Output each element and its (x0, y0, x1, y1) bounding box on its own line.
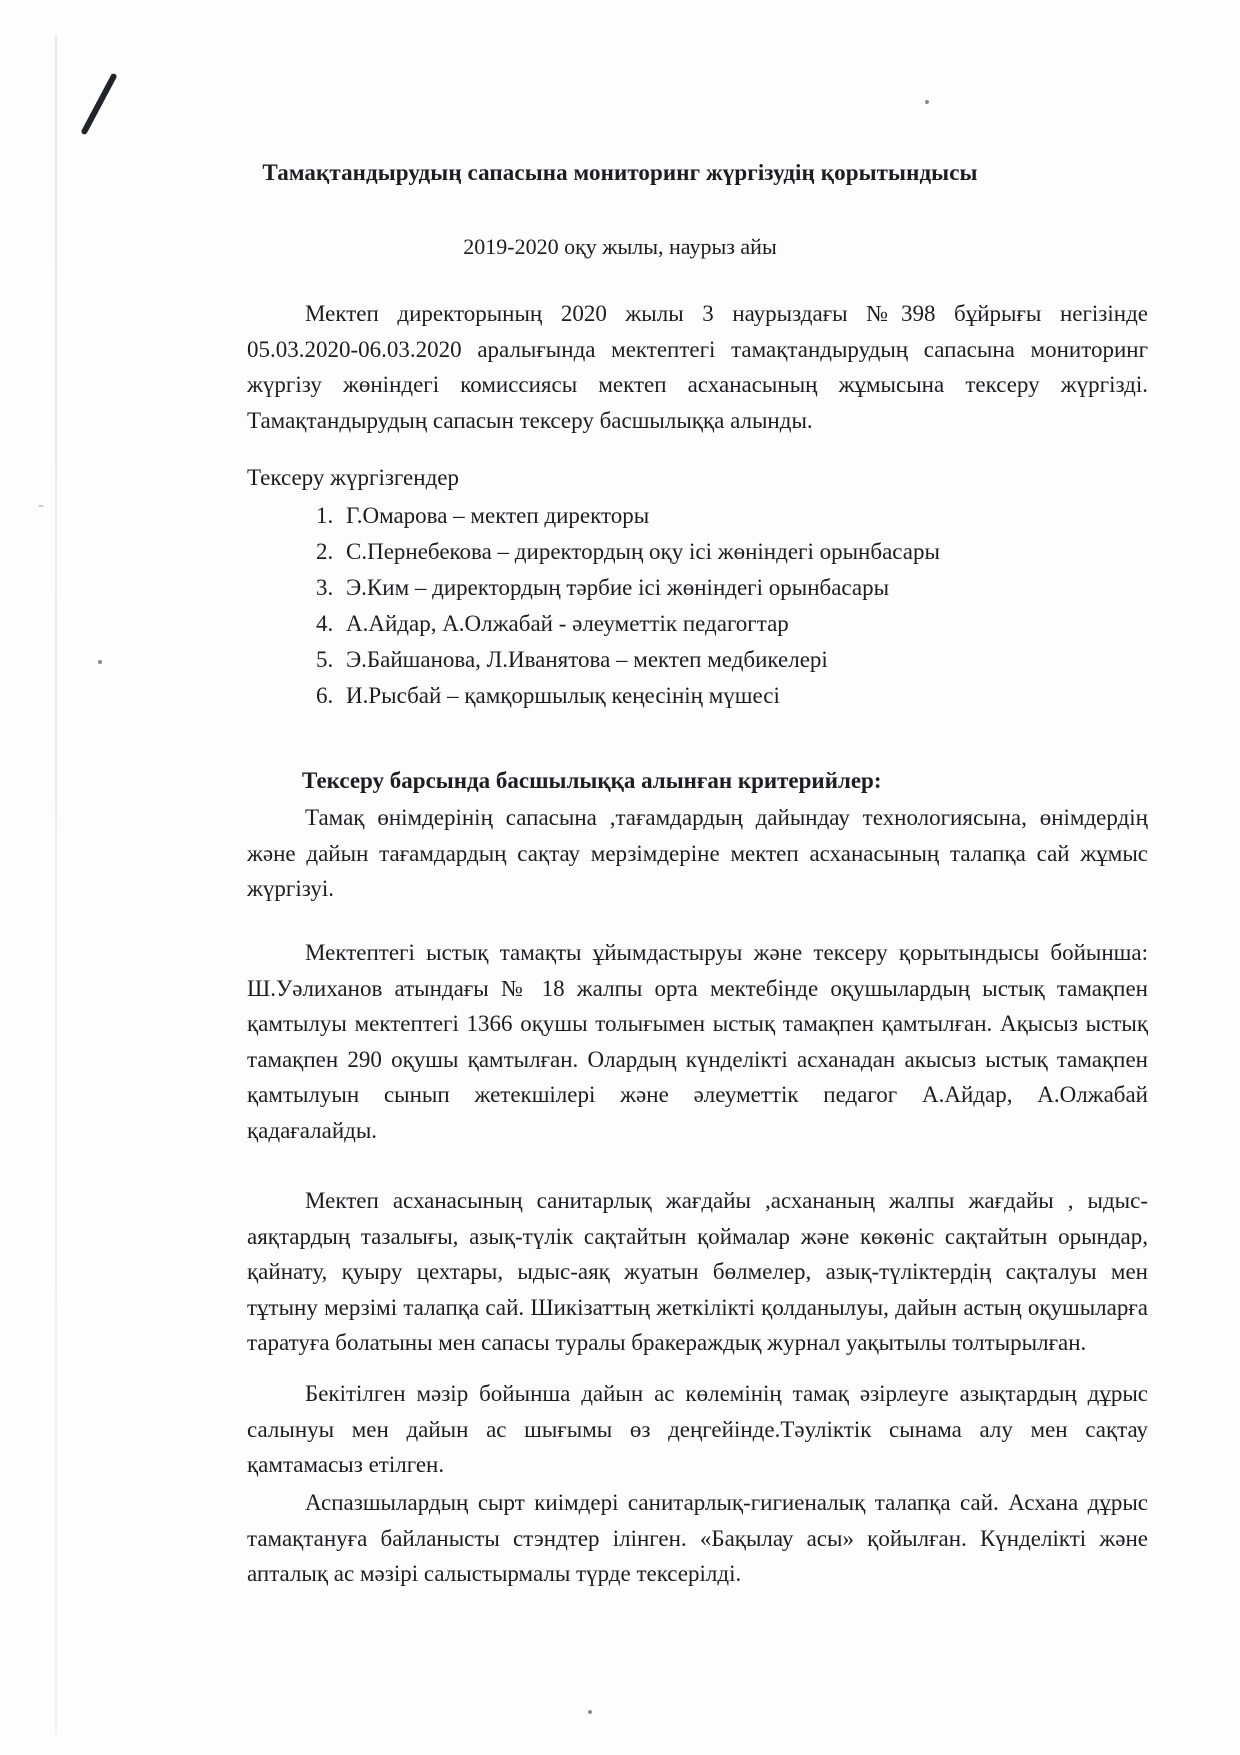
inspectors-list (316, 498, 940, 714)
intro-paragraph: Мектеп директорының 2020 жылы 3 наурыздағы №398 бұйрығы негізінде 05.03.2020-06.03.2020 аралығында мектептегі тамақтандырудың сапасына мониторинг жүргізу жөніндегі комиссиясы мектеп асханасының жұмысына тексеру жүргізді. Тамақтандырудың сапасын тексеру басшылыққа алынды. (247, 301, 1148, 433)
list-item: 3. Э.Ким – директордың тәрбие ісі жөніндегі орынбасары (316, 575, 890, 600)
scan-speck (925, 100, 929, 104)
sanitary-paragraph: Мектеп асханасының санитарлық жағдайы ,асхананың жалпы жағдайы , ыдыс-аяқтардың тазалығы, азық-түлік сақтайтын қоймалар және көкөніс сақтайтын орындар, қайнату, қуыру цехтары, ыдыс-аяқ жуатын бөлмелер, азық-түліктердің сақталуы мен тұтыну мерзімі талапқа сай. Шикізаттың жеткілікті қолданылуы, дайын астың оқушыларға таратуға болатыны мен сапасы туралы бракераждық журнал уақытылы толтырылған. (247, 1188, 1148, 1355)
hot-meals-paragraph: Мектептегі ыстық тамақты ұйымдастыруы және тексеру қорытындысы бойынша: Ш.Уәлиханов атындағы № 18 жалпы орта мектебінде оқушылардың ыстық тамақпен қамтылуы мектептегі 1366 оқушы толығымен ыстық тамақпен қамтылған. Ақысыз ыстық тамақпен 290 оқушы қамтылған. Олардың күнделікті асханадан акысыз ыстық тамақпен қамтылуын сынып жетекшілері және әлеуметтік педагог А.Айдар, А.Олжабай қадағалайды. (247, 940, 1148, 1143)
menu-paragraph: Бекітілген мәзір бойынша дайын ас көлемінің тамақ әзірлеуге азықтардың дұрыс салынуы мен дайын ас шығымы өз деңгейінде.Тәуліктік сынама алу мен сақтау қамтамасыз етілген. (247, 1381, 1148, 1477)
list-item: 6. И.Рысбай – қамқоршылық кеңесінің мүшесі (316, 683, 780, 708)
criteria-paragraph: Тамақ өнімдерінің сапасына ,тағамдардың дайындау технологиясына, өнімдердің және дайын тағамдардың сақтау мерзімдеріне мектеп асханасының талапқа сай жұмыс жүргізуі. (247, 805, 1148, 901)
document-title: Тамақтандырудың сапасына мониторинг жүргізудің қорытындысы (262, 160, 978, 185)
document-subtitle: 2019-2020 оқу жылы, наурыз айы (463, 234, 777, 259)
pen-stroke-mark (80, 73, 117, 136)
list-item: 1. Г.Омарова – мектеп директоры (316, 503, 650, 528)
criteria-heading: Тексеру барсында басшылыққа алынған критерийлер: (302, 768, 882, 793)
scan-speck (98, 660, 102, 664)
scan-speck (38, 505, 44, 507)
list-item: 5. Э.Байшанова, Л.Иванятова – мектеп медбикелері (316, 647, 828, 672)
list-item: 2. С.Пернебекова – директордың оқу ісі жөніндегі орынбасары (316, 539, 940, 564)
list-item: 4. А.Айдар, А.Олжабай - әлеуметтік педагогтар (316, 611, 789, 636)
inspectors-label: Тексеру жүргізгендер (247, 465, 459, 490)
scan-speck (588, 1710, 592, 1714)
cooks-paragraph: Аспазшылардың сырт киімдері санитарлық-гигиеналық талапқа сай. Асхана дұрыс тамақтануға байланысты стэндтер ілінген. «Бақылау асы» қойылған. Күнделікті және апталық ас мәзірі салыстырмалы түрде тексерілді. (247, 1490, 1148, 1586)
